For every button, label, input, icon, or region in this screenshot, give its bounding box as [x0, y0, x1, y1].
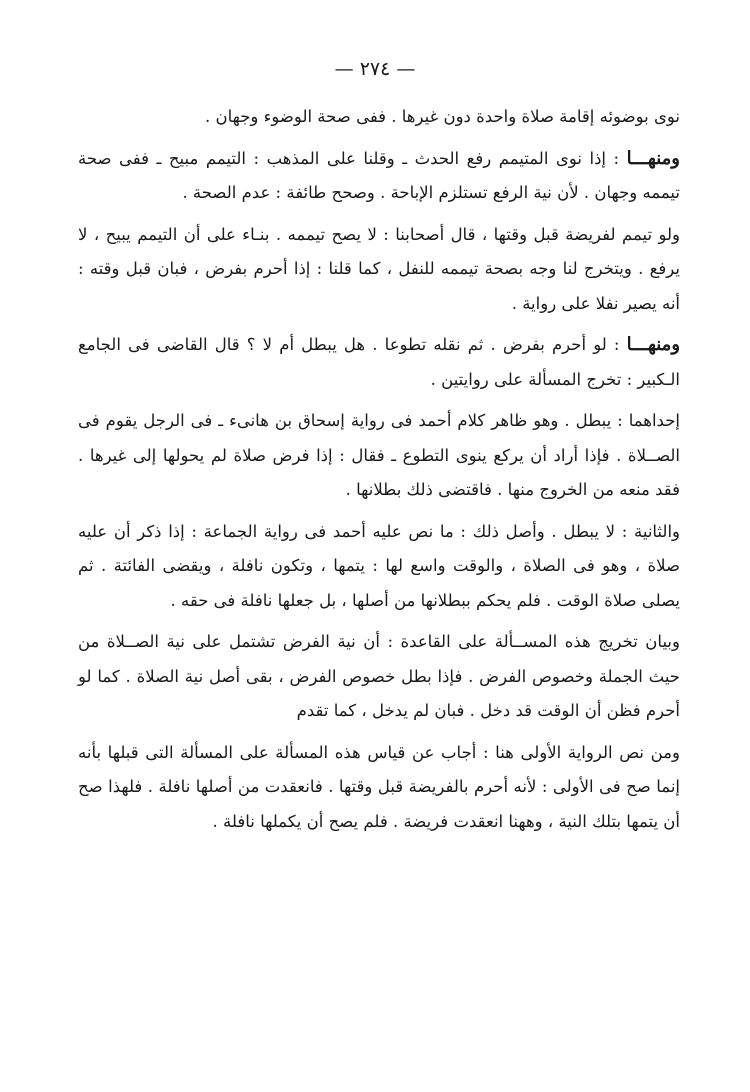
paragraph-text: : لو أحرم بفرض . ثم نقله تطوعا . هل يبطل أم لا ؟ قال القاضى فى الجامع الـكبير : تخرج المسألة على روايتين .: [78, 335, 680, 389]
paragraph-text: والثانية : لا يبطل . وأصل ذلك : ما نص عليه أحمد فى رواية الجماعة : إذا ذكر أن عليه صلاة ، وهو فى الصلاة ، والوقت واسع لها : يتمها ، وتكون نافلة ، ويقضى الفائتة . ثم يصلى صلاة الوقت . فلم يحكم ببطلانها من أصلها ، بل جعلها نافلة فى حقه .: [78, 521, 680, 610]
paragraph-text: : إذا نوى المتيمم رفع الحدث ـ وقلنا على المذهب : التيمم مبيح ـ ففى صحة تيممه وجهان . لأن نية الرفع تستلزم الإباحة . وصحح طائفة : عدم الصحة .: [78, 148, 680, 202]
paragraph-text: ولو تيمم لفريضة قبل وقتها ، قال أصحابنا : لا يصح تيممه . بنـاء على أن التيمم يبيح ، لا يرفع . ويتخرج لنا وجه بصحة تيممه للنفل ، كما قلنا : إذا أحرم بفرض ، فبان قبل وقته : أنه يصير نفلا على رواية .: [78, 224, 680, 313]
paragraph-lead: ومنهـــا: [626, 334, 681, 355]
paragraph: [78, 404, 680, 508]
paragraph: [78, 625, 680, 729]
paragraph: [78, 736, 680, 840]
paragraph: [78, 218, 680, 322]
paragraph-text: وبيان تخريج هذه المســألة على القاعدة : أن نية الفرض تشتمل على نية الصــلاة من حيث الجملة وخصوص الفرض . فإذا بطل خصوص الفرض ، بقى أصل نية الصلاة . كما لو أحرم فظن أن الوقت قد دخل . فبان لم يدخل ، كما تقدم: [78, 632, 680, 720]
paragraph-text: ومن نص الرواية الأولى هنا : أجاب عن قياس هذه المسألة على المسألة التى قبلها بأنه إنما صح فى الأولى : لأنه أحرم بالفريضة قبل وقتها . فانعقدت من أصلها نافلة . فلهذا صح أن يتمها بتلك النية ، وههنا انعقدت فريضة . فلم يصح أن يكملها نافلة .: [78, 742, 680, 831]
paragraph: [78, 142, 680, 211]
paragraph: [78, 100, 680, 135]
paragraph-lead: ومنهـــا: [626, 147, 680, 169]
paragraph: [78, 328, 680, 397]
page-number: — ٢٧٤ —: [334, 58, 416, 80]
paragraph-text: نوى بوضوئه إقامة صلاة واحدة دون غيرها . ففى صحة الوضوء وجهان .: [204, 107, 680, 126]
body-text: [78, 100, 680, 846]
paragraph-text: إحداهما : يبطل . وهو ظاهر كلام أحمد فى رواية إسحاق بن هانىء ـ فى الرجل يقوم فى الصــلاة . فإذا أراد أن يركع ينوى التطوع ـ فقال : إذا فرض صلاة لم يحولها إلى غيرها . فقد منعه من الخروج منها . فاقتضى ذلك بطلانها .: [78, 411, 680, 499]
paragraph: [78, 515, 680, 619]
